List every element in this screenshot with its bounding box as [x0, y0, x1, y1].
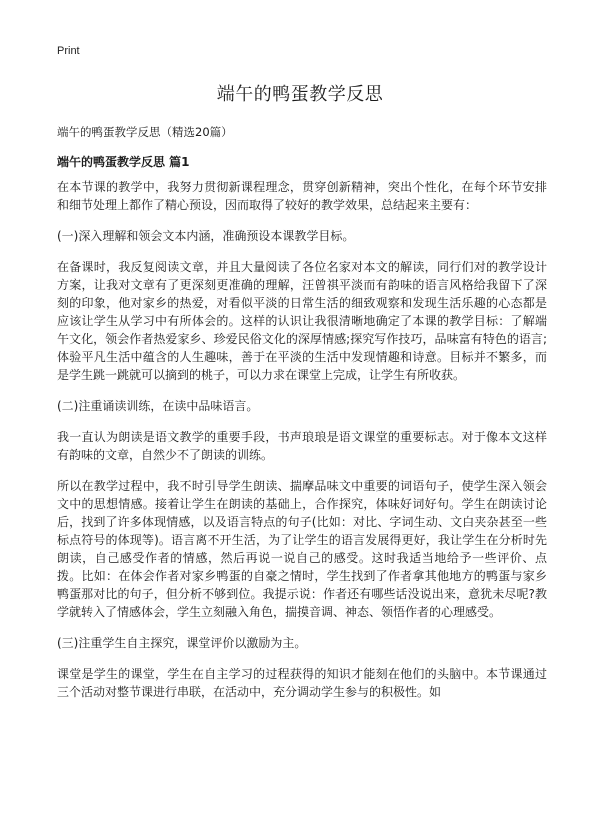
body-text	[57, 178, 547, 714]
document-subtitle: 端午的鸭蛋教学反思（精选20篇）	[57, 125, 233, 139]
paragraph-point-1-heading: (一)深入理解和领会文本内涵，准确预设本课教学目标。	[57, 229, 355, 243]
paragraph-point-2-heading: (二)注重诵读训练，在读中品味语言。	[57, 399, 259, 413]
section-heading: 端午的鸭蛋教学反思 篇1	[57, 155, 190, 169]
paragraph-point-3-heading: (三)注重学生自主探究，课堂评价以激励为主。	[57, 636, 307, 650]
document-title: 端午的鸭蛋教学反思	[216, 84, 384, 105]
paragraph-point-2-detail: 所以在教学过程中，我不时引导学生朗读、揣摩品味文中重要的词语句子，使学生深入领会文中的思想情感。接着让学生在朗读的基础上，合作探究，体味好词好句。学生在朗读讨论后，找到了许多体现情感，以及语言特点的句子(比如：对比、字词生动、文白夹杂甚至一些标点符号的体现等)。语言离不开生活，为了让学生的语言发展得更好，我让学生在分析时先朗读，自己感受作者的情感，然后再说一说自己的感受。这时我适当地给予一些评价、点拨。比如：在体会作者对家乡鸭蛋的自豪之情时，学生找到了作者拿其他地方的鸭蛋与家乡鸭蛋那对比的句子，但分析不够到位。我提示说：作者还有哪些话没说出来，意犹未尽呢?教学就转入了情感体会，学生立刻融入角色，揣摸音调、神态、领悟作者的心理感受。	[57, 479, 547, 619]
print-label[interactable]: Print	[57, 45, 80, 57]
paragraph-point-1-body: 在备课时，我反复阅读文章，并且大量阅读了各位名家对本文的解读，同行们对的教学设计方案，让我对文章有了更深刻更准确的理解，汪曾祺平淡而有韵味的语言风格给我留下了深刻的印象，他对家乡的热爱，对看似平淡的日常生活的细致观察和发现生活乐趣的心态都是应该让学生从学习中有所体会的。这样的认识让我很清晰地确定了本课的教学目标：了解端午文化，领会作者热爱家乡、珍爱民俗文化的深厚情感;探究写作技巧，品味富有特色的语言;体验平凡生活中蕴含的人生趣味，善于在平淡的生活中发现情趣和诗意。目标并不繁多，而是学生跳一跳就可以摘到的桃子，可以力求在课堂上完成，让学生有所收获。	[57, 260, 547, 382]
paragraph-intro: 在本节课的教学中，我努力贯彻新课程理念，贯穿创新精神，突出个性化，在每个环节安排和细节处理上都作了精心预设，因而取得了较好的教学效果，总结起来主要有：	[57, 180, 547, 212]
paragraph-point-3-body: 课堂是学生的课堂，学生在自主学习的过程获得的知识才能刻在他们的头脑中。本节课通过三个活动对整节课进行串联，在活动中，充分调动学生参与的积极性。如	[57, 667, 547, 699]
paragraph-point-2-body: 我一直认为朗读是语文教学的重要手段，书声琅琅是语文课堂的重要标志。对于像本文这样有韵味的文章，自然少不了朗读的训练。	[57, 430, 547, 462]
